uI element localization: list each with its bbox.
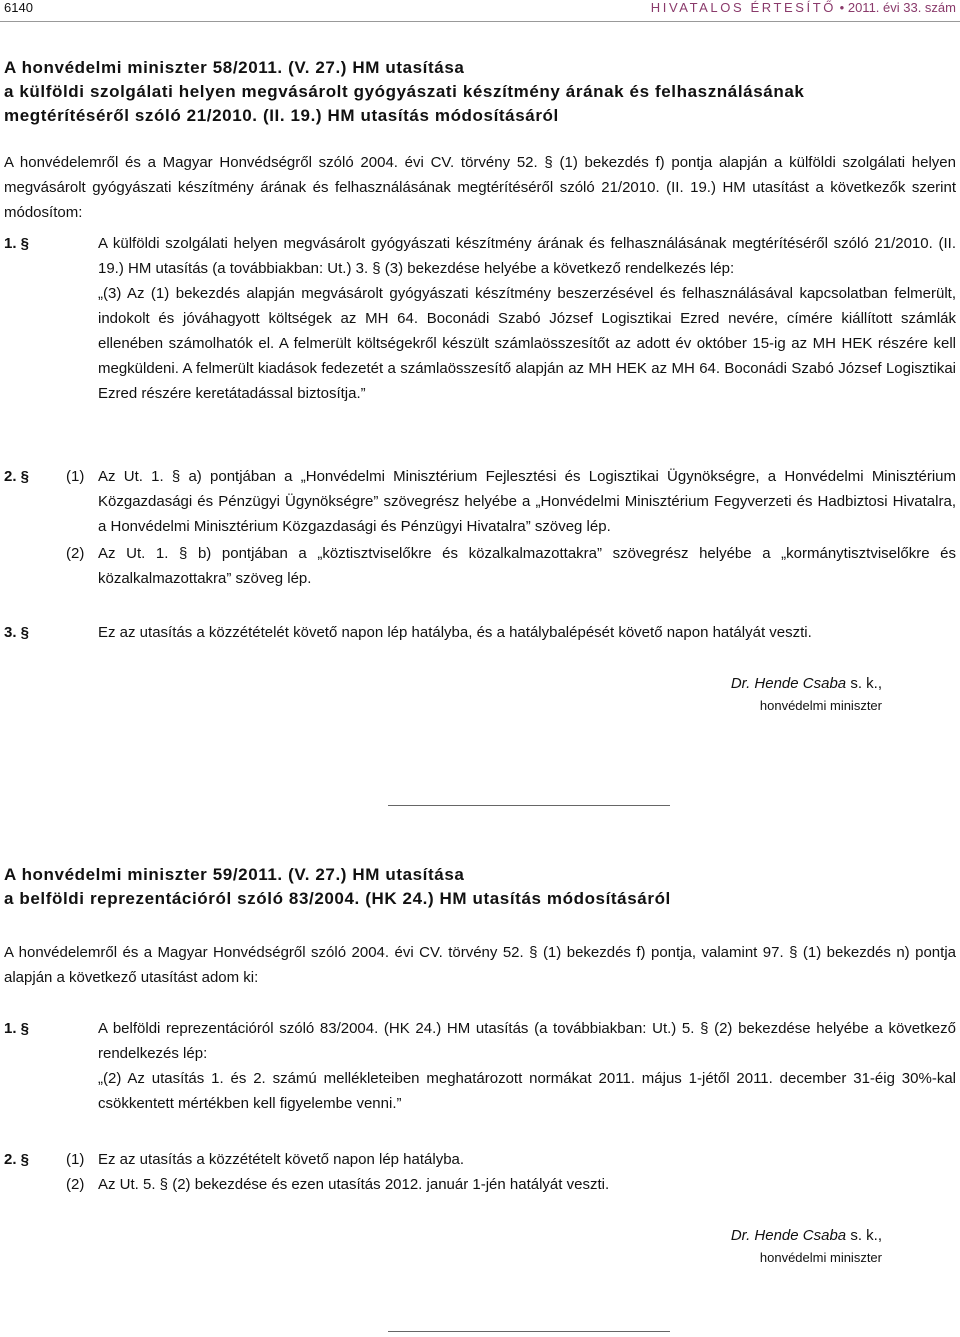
doc2-section-2-para1-text: Ez az utasítás a közzétételt követő napon lép hatályba. [98, 1151, 465, 1168]
header-bullet: • [839, 0, 845, 15]
doc2-signature [731, 1225, 882, 1269]
doc1-section-1-quote: „(3) Az (1) bekezdés alapján megvásárolt gyógyászati készítmény beszerzésével és felhasználásával kapcsolatban felmerült, indokolt és jóváhagyott költségek az MH 64. Boconádi Szabó József Logisztikai Ezred nevére, címére kiállított számlák ellenében számolhatók el. A felmerült költségekről készült számlaösszesítőt az adott év október 15-ig az MH HEK részére kell megküldeni. A felmerült kiadások fedezetét a számlaösszesítő alapján az MH HEK az MH 64. Boconádi Szabó József Logisztikai Ezred részére keretátadással biztosítja.” [98, 285, 956, 402]
doc1-preamble-text: A honvédelemről és a Magyar Honvédségről szóló 2004. évi CV. törvény 52. § (1) bekezdés f) pontja alapján a külföldi szolgálati helyen megvásárolt gyógyászati készítmény árának és felhasználásának megtérítéséről szóló 21/2010. (II. 19.) HM utasítást a következők szerint módosítom: [4, 154, 956, 221]
section-divider [388, 805, 670, 806]
doc1-section-2-number: 2. § [4, 468, 30, 485]
doc2-signatory-suffix: s. k., [846, 1227, 882, 1244]
doc1-section-3-number: 3. § [4, 624, 30, 641]
doc2-title-line2: a belföldi reprezentációról szóló 83/2004. (HK 24.) HM utasítás módosításáról [4, 889, 671, 908]
doc1-section-1-text: A külföldi szolgálati helyen megvásárolt gyógyászati készítmény árának és felhasználásának megtérítéséről szóló 21/2010. (II. 19.) HM utasítás (a továbbiakban: Ut.) 3. § (3) bekezdése helyébe a következő rendelkezés lép: [98, 235, 956, 277]
header-rule [0, 21, 960, 22]
doc2-section-1-quote: „(2) Az utasítás 1. és 2. számú mellékleteiben meghatározott normákat 2011. május 1-jétől 2011. december 31-éig 30%-kal csökkentett mértékben kell figyelembe venni.” [98, 1070, 956, 1112]
doc2-signatory-name: Dr. Hende Csaba [730, 1227, 847, 1244]
doc1-section-2-para2-label: (2) [66, 545, 85, 562]
issue-info: 2011. évi 33. szám [847, 0, 956, 15]
doc2-section-2-para2-text: Az Ut. 5. § (2) bekezdése és ezen utasítás 2012. január 1-jén hatályát veszti. [98, 1176, 610, 1193]
doc1-section-1-number: 1. § [4, 235, 30, 252]
doc1-signatory-name: Dr. Hende Csaba [730, 675, 847, 692]
doc1-section-2-para2 [98, 541, 956, 591]
running-header [0, 0, 960, 18]
doc1-title-line3: megtérítéséről szóló 21/2010. (II. 19.) HM utasítás módosításáról [4, 106, 559, 125]
doc2-section-2-para2-label: (2) [66, 1176, 85, 1193]
journal-info [651, 0, 956, 15]
doc2-preamble [4, 940, 956, 990]
doc1-signature [731, 673, 882, 717]
doc1-title-line1: A honvédelmi miniszter 58/2011. (V. 27.) HM utasítása [4, 58, 465, 77]
doc2-section-1-text: A belföldi reprezentációról szóló 83/2004. (HK 24.) HM utasítás (a továbbiakban: Ut.) 5. § (2) bekezdése helyébe a következő rendelkezés lép: [98, 1020, 956, 1062]
doc1-signatory-suffix: s. k., [846, 675, 882, 692]
doc2-section-1-number: 1. § [4, 1020, 30, 1037]
doc2-section-2-para1-label: (1) [66, 1151, 85, 1168]
doc2-signatory-role: honvédelmi miniszter [759, 1250, 882, 1265]
page-number: 6140 [4, 0, 33, 15]
doc2-section-1 [98, 1016, 956, 1116]
doc1-section-2-para1-text: Az Ut. 1. § a) pontjában a „Honvédelmi Minisztérium Fejlesztési és Logisztikai Ügynökségre, a Honvédelmi Minisztérium Közgazdasági és Pénzügyi Ügynökségre” szövegrész helyébe a „Honvédelmi Minisztérium Fegyverzeti és Hadbiztosi Hivatalra, a Honvédelmi Minisztérium Közgazdasági és Pénzügyi Hivatalra” szöveg lép. [98, 468, 956, 535]
doc2-preamble-text: A honvédelemről és a Magyar Honvédségről szóló 2004. évi CV. törvény 52. § (1) bekezdés f) pontja, valamint 97. § (1) bekezdés n) pontja alapján a következő utasítást adom ki: [4, 944, 956, 986]
doc2-section-2-para2 [98, 1172, 956, 1197]
doc1-section-3-text: Ez az utasítás a közzétételét követő napon lép hatályba, és a hatálybalépését követő napon hatályát veszti. [98, 624, 812, 641]
doc1-preamble [4, 150, 956, 225]
doc2-section-2-number: 2. § [4, 1151, 30, 1168]
section-divider-bottom [388, 1331, 670, 1332]
doc2-section-2-para1 [98, 1147, 956, 1172]
doc1-section-2-para1-label: (1) [66, 468, 85, 485]
doc2-title-line1: A honvédelmi miniszter 59/2011. (V. 27.) HM utasítása [4, 865, 465, 884]
doc1-section-2-para2-text: Az Ut. 1. § b) pontjában a „köztisztviselőkre és közalkalmazottakra” szövegrész helyébe a „kormánytisztviselőkre és közalkalmazottakra” szöveg lép. [98, 545, 956, 587]
doc1-section-1 [98, 231, 956, 406]
doc1-section-2-para1 [98, 464, 956, 539]
doc1-signatory-role: honvédelmi miniszter [759, 698, 882, 713]
doc1-title-line2: a külföldi szolgálati helyen megvásárolt gyógyászati készítmény árának és felhasználásának [4, 82, 805, 101]
journal-title: HIVATALOS ÉRTESÍTŐ [650, 0, 837, 15]
doc1-section-3 [98, 620, 956, 645]
